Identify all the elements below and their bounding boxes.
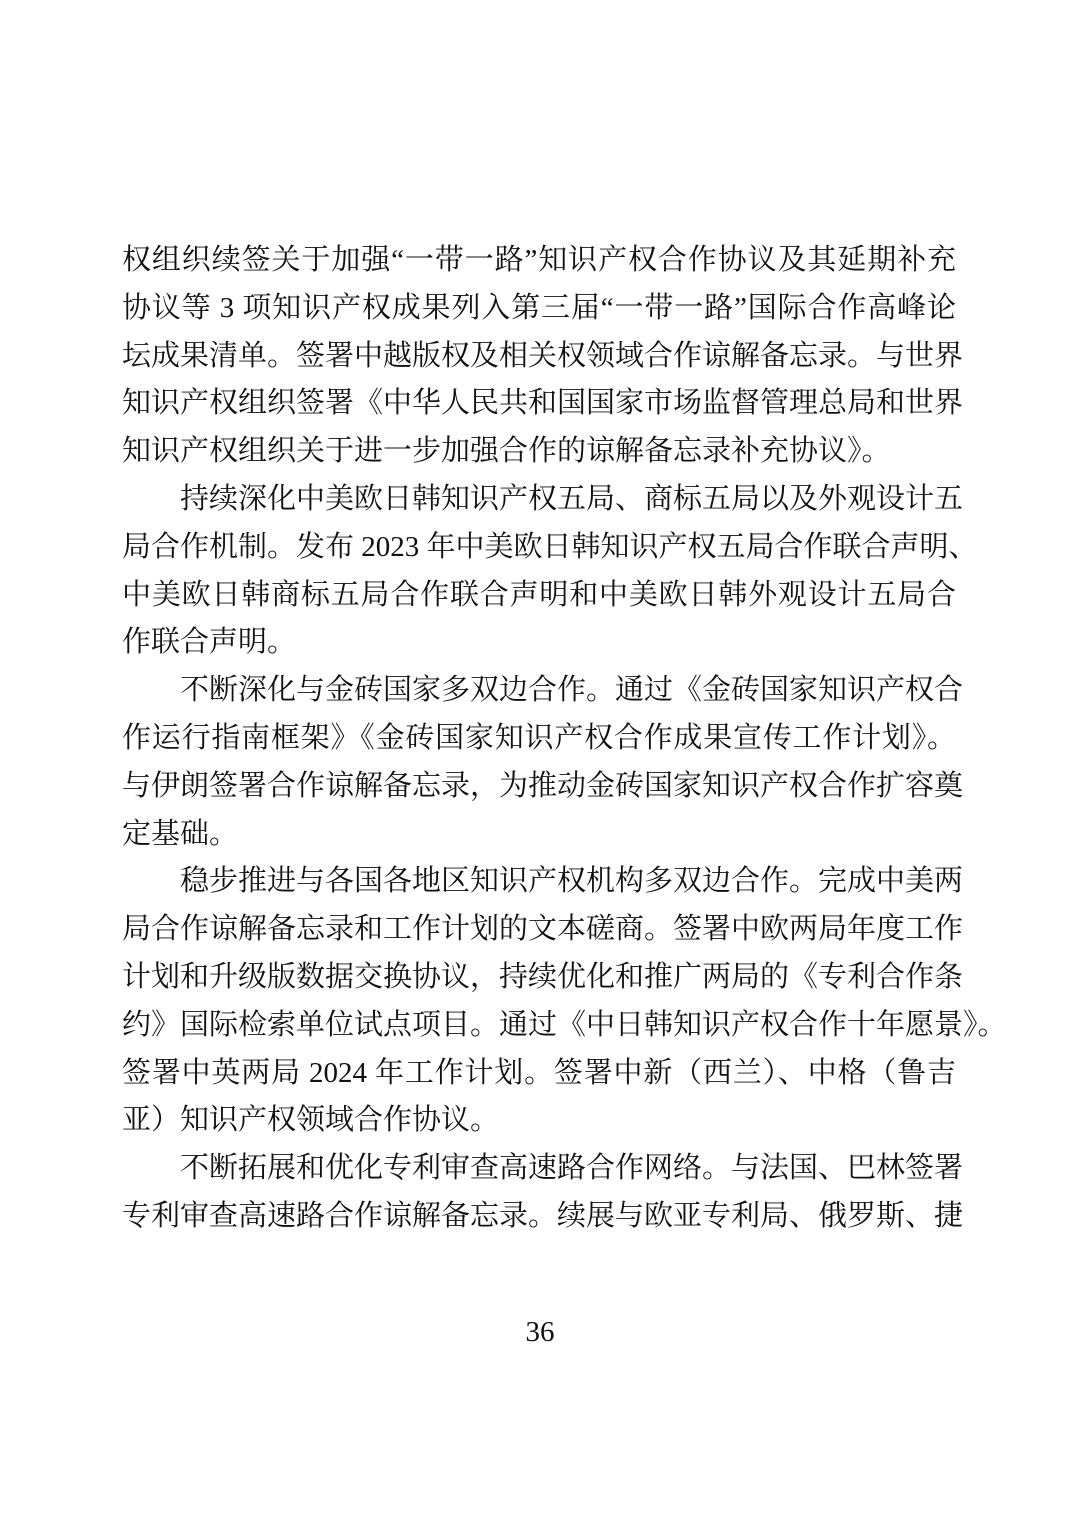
- paragraph: [122, 1145, 964, 1241]
- text-line: 知识产权组织关于进一步加强合作的谅解备忘录补充协议》。: [122, 435, 891, 468]
- document-body: [122, 237, 1007, 1241]
- text-line: 与伊朗签署合作谅解备忘录，为推动金砖国家知识产权合作扩容奠: [122, 769, 964, 802]
- paragraph: [122, 237, 964, 476]
- text-line: 局合作机制。发布 2023 年中美欧日韩知识产权五局合作联合声明、: [122, 530, 978, 563]
- text-line: 不断拓展和优化专利审查高速路合作网络。与法国、巴林签署: [180, 1152, 964, 1185]
- text-line: 不断深化与金砖国家多双边合作。通过《金砖国家知识产权合: [180, 674, 964, 707]
- text-line: 稳步推进与各国各地区知识产权机构多双边合作。完成中美两: [180, 865, 964, 898]
- text-line: 专利审查高速路合作谅解备忘录。续展与欧亚专利局、俄罗斯、捷: [122, 1199, 964, 1232]
- text-line: 持续深化中美欧日韩知识产权五局、商标五局以及外观设计五: [180, 482, 964, 515]
- text-line: 签署中英两局 2024 年工作计划。签署中新（西兰）、中格（鲁吉: [122, 1056, 956, 1089]
- text-line: 定基础。: [122, 817, 239, 850]
- text-line: 坛成果清单。签署中越版权及相关权领域合作谅解备忘录。与世界: [122, 339, 964, 372]
- text-line: 中美欧日韩商标五局合作联合声明和中美欧日韩外观设计五局合: [122, 578, 956, 611]
- paragraph: [122, 667, 964, 858]
- paragraph: [122, 858, 1007, 1145]
- page-number: 36: [525, 1316, 555, 1348]
- text-line: 约》国际检索单位试点项目。通过《中日韩知识产权合作十年愿景》。: [122, 1008, 1007, 1041]
- text-line: 知识产权组织签署《中华人民共和国国家市场监督管理总局和世界: [122, 387, 964, 420]
- text-line: 权组织续签关于加强“一带一路”知识产权合作协议及其延期补充: [122, 244, 956, 276]
- text-line: 协议等 3 项知识产权成果列入第三届“一带一路”国际合作高峰论: [122, 291, 956, 324]
- paragraph: [122, 476, 978, 667]
- text-line: 作联合声明。: [122, 626, 297, 659]
- text-line: 局合作谅解备忘录和工作计划的文本磋商。签署中欧两局年度工作: [122, 913, 964, 946]
- text-line: 亚）知识产权领域合作协议。: [122, 1104, 500, 1137]
- text-line: 计划和升级版数据交换协议，持续优化和推广两局的《专利合作条: [122, 960, 964, 993]
- text-line: 作运行指南框架》《金砖国家知识产权合作成果宣传工作计划》。: [122, 721, 956, 754]
